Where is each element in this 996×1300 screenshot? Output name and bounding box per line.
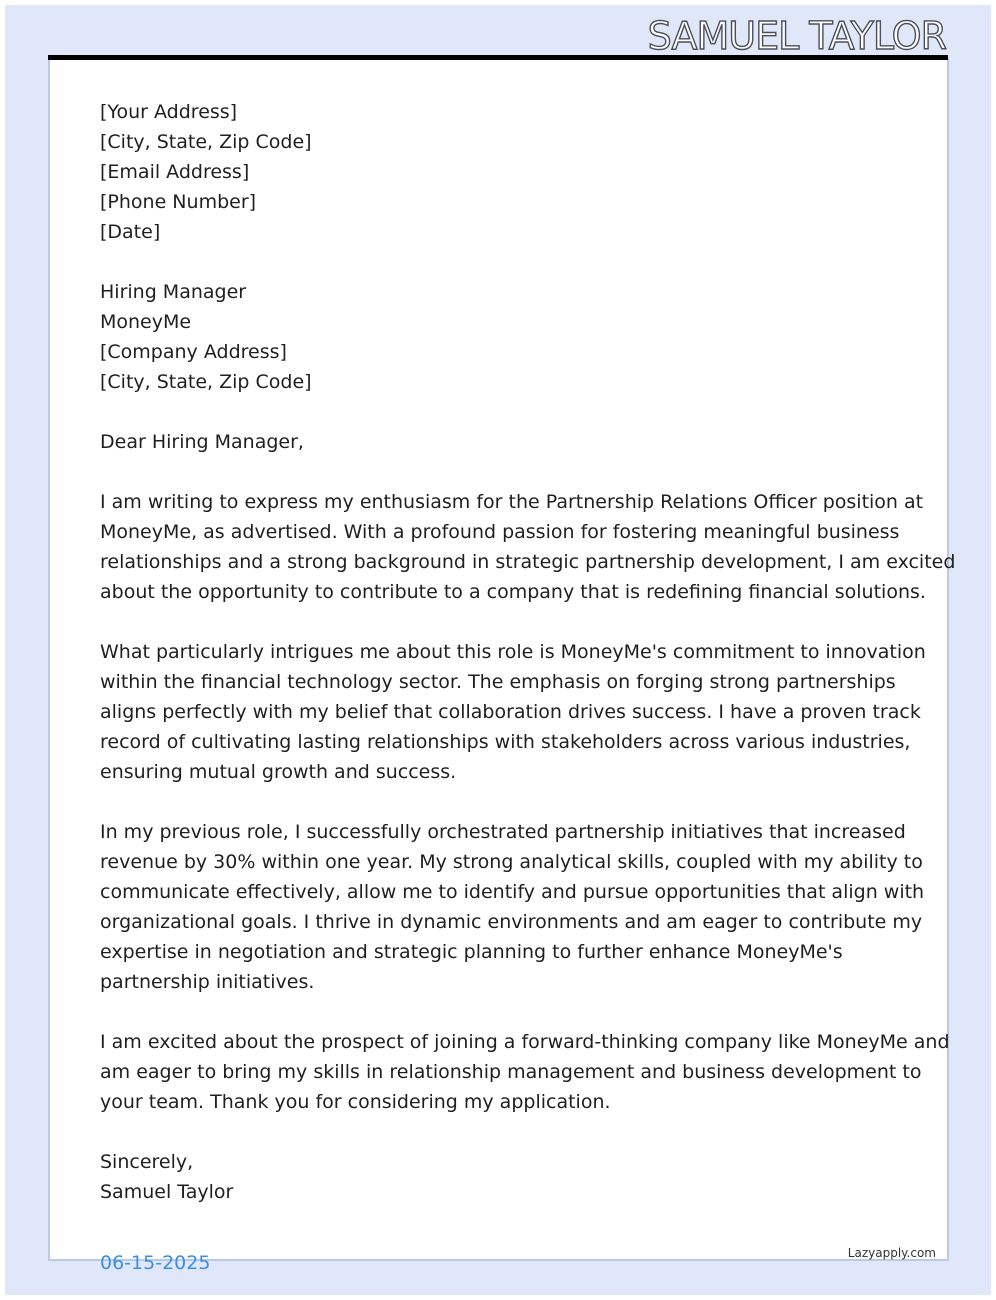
sender-phone: [Phone Number] — [100, 191, 257, 213]
sender-block — [100, 97, 900, 247]
paragraph-line: I am excited about the prospect of joining a forward-thinking company like MoneyMe and — [100, 1031, 950, 1053]
recipient-company: MoneyMe — [100, 311, 192, 333]
paragraph-line: about the opportunity to contribute to a company that is redefining financial solutions. — [100, 581, 926, 603]
salutation: Dear Hiring Manager, — [100, 431, 304, 453]
recipient-city-state-zip: [City, State, Zip Code] — [100, 371, 312, 393]
paragraph-line: record of cultivating lasting relationships with stakeholders across various industries, — [100, 731, 911, 753]
signature: Samuel Taylor — [100, 1181, 234, 1203]
paragraph-line: I am writing to express my enthusiasm for the Partnership Relations Officer position at — [100, 491, 924, 513]
sender-city-state-zip: [City, State, Zip Code] — [100, 131, 312, 153]
paragraph-line: partnership initiatives. — [100, 971, 315, 993]
recipient-address: [Company Address] — [100, 341, 287, 363]
paragraph-line: your team. Thank you for considering my application. — [100, 1091, 611, 1113]
sender-address: [Your Address] — [100, 101, 238, 123]
cover-letter — [100, 97, 956, 1207]
paragraph-line: am eager to bring my skills in relationship management and business development to — [100, 1061, 922, 1083]
recipient-block — [100, 277, 900, 397]
body-paragraph-3 — [100, 817, 925, 997]
recipient-title: Hiring Manager — [100, 281, 247, 303]
paragraph-line: within the financial technology sector. The emphasis on forging strong partnerships — [100, 671, 896, 693]
sender-email: [Email Address] — [100, 161, 250, 183]
body-paragraph-1 — [100, 487, 956, 607]
closing: Sincerely, — [100, 1151, 194, 1173]
body-paragraph-4 — [100, 1027, 950, 1117]
paragraph-line: relationships and a strong background in strategic partnership development, I am excited — [100, 551, 956, 573]
paragraph-line: aligns perfectly with my belief that collaboration drives success. I have a proven track — [100, 701, 921, 723]
paragraph-line: revenue by 30% within one year. My strong analytical skills, coupled with my ability to — [100, 851, 923, 873]
footer-site: Lazyapply.com — [847, 1246, 936, 1260]
paragraph-line: In my previous role, I successfully orchestrated partnership initiatives that increased — [100, 821, 906, 843]
paragraph-line: What particularly intrigues me about this role is MoneyMe's commitment to innovation — [100, 641, 926, 663]
header-name: SAMUEL TAYLOR — [647, 14, 946, 58]
paragraph-line: organizational goals. I thrive in dynamic environments and am eager to contribute my — [100, 911, 923, 933]
body-paragraph-2 — [100, 637, 926, 787]
paragraph-line: communicate effectively, allow me to identify and pursue opportunities that align with — [100, 881, 925, 903]
paragraph-line: expertise in negotiation and strategic planning to further enhance MoneyMe's — [100, 941, 843, 963]
paragraph-line: ensuring mutual growth and success. — [100, 761, 457, 783]
sender-date: [Date] — [100, 221, 161, 243]
paragraph-line: MoneyMe, as advertised. With a profound passion for fostering meaningful business — [100, 521, 900, 543]
footer-date: 06-15-2025 — [100, 1252, 211, 1274]
